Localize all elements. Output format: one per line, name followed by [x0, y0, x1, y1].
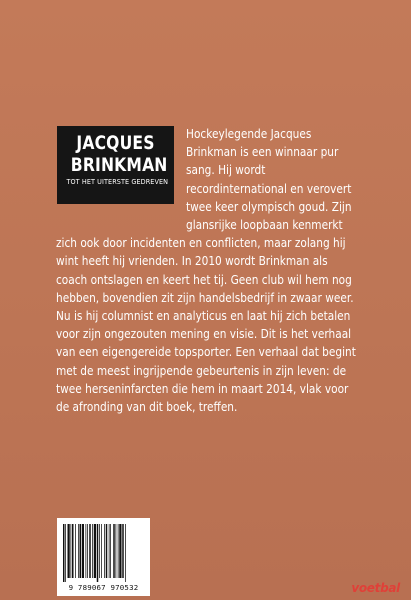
blurb-line: voor zijn ongezouten mening en visie. Dit is het verhaal	[56, 327, 352, 342]
barcode-bar	[65, 524, 66, 582]
barcode-bar	[109, 524, 110, 578]
barcode-bar	[106, 524, 108, 578]
blurb-line: glansrijke loopbaan kenmerkt	[186, 218, 343, 233]
barcode-bar	[92, 524, 93, 578]
blurb-line: twee keer olympisch goud. Zijn	[186, 199, 352, 214]
title-block	[57, 126, 174, 204]
publisher-name: voetbal	[351, 581, 400, 595]
barcode-bar	[72, 524, 74, 578]
blurb-line: Hockeylegende Jacques	[186, 127, 312, 141]
blurb-line: Nu is hij columnist en analyticus en laat hij zich betalen	[56, 309, 351, 324]
barcode-digits: 9 789067 970532	[68, 583, 139, 592]
blurb-line: zich ook door incidenten en conflicten, maar zolang hij	[56, 236, 346, 251]
barcode-bars	[62, 524, 145, 582]
barcode-bar	[101, 524, 102, 578]
barcode-bar	[125, 524, 126, 582]
barcode-bar	[78, 524, 79, 578]
barcode-bar	[99, 524, 100, 578]
barcode-bar	[75, 524, 76, 578]
publisher-logo	[351, 582, 400, 594]
barcode-bar	[122, 524, 124, 578]
blurb-line: met de meest ingrijpende gebeurtenis in zijn leven: de	[56, 363, 347, 378]
blurb-line: de afronding van dit boek, treffen.	[56, 400, 238, 415]
blurb-line: van een eigengereide topsporter. Een verhaal dat begint	[56, 345, 356, 360]
barcode-bar	[104, 524, 105, 578]
blurb-line: hebben, bovendien zit zijn handelsbedrijf in zwaar weer.	[56, 290, 354, 305]
barcode-bar	[118, 524, 119, 578]
barcode-bar	[97, 524, 99, 582]
barcode-bar	[63, 524, 65, 582]
barcode-bar	[68, 524, 70, 578]
barcode-bar	[113, 524, 115, 578]
barcode-bar	[71, 524, 72, 578]
barcode-bar	[94, 524, 96, 578]
title-last-name: BRINKMAN	[70, 154, 168, 176]
barcode-bar	[116, 524, 117, 578]
blurb-line: twee herseninfarcten die hem in maart 2014, vlak voor	[56, 381, 349, 396]
barcode-bar	[110, 524, 111, 578]
blurb-line: Brinkman is een winnaar pur	[186, 145, 339, 160]
isbn-barcode	[57, 518, 150, 596]
barcode-bar	[82, 524, 84, 578]
barcode-bar	[87, 524, 88, 578]
barcode-bar	[80, 524, 82, 578]
barcode-bar	[86, 524, 87, 578]
book-subtitle: TOT HET UITERSTE GEDREVEN	[66, 177, 169, 186]
blurb-line: coach ontslagen en keert het tij. Geen club wil hem nog	[56, 272, 352, 287]
blurb-line: wint heeft hij vrienden. In 2010 wordt Brinkman als	[56, 254, 328, 269]
blurb-line: recordinternational en verovert	[186, 181, 352, 196]
blurb-line: sang. Hij wordt	[186, 163, 266, 178]
barcode-bar	[119, 524, 121, 578]
title-first-name: JACQUES	[76, 132, 155, 154]
barcode-bar	[89, 524, 91, 578]
